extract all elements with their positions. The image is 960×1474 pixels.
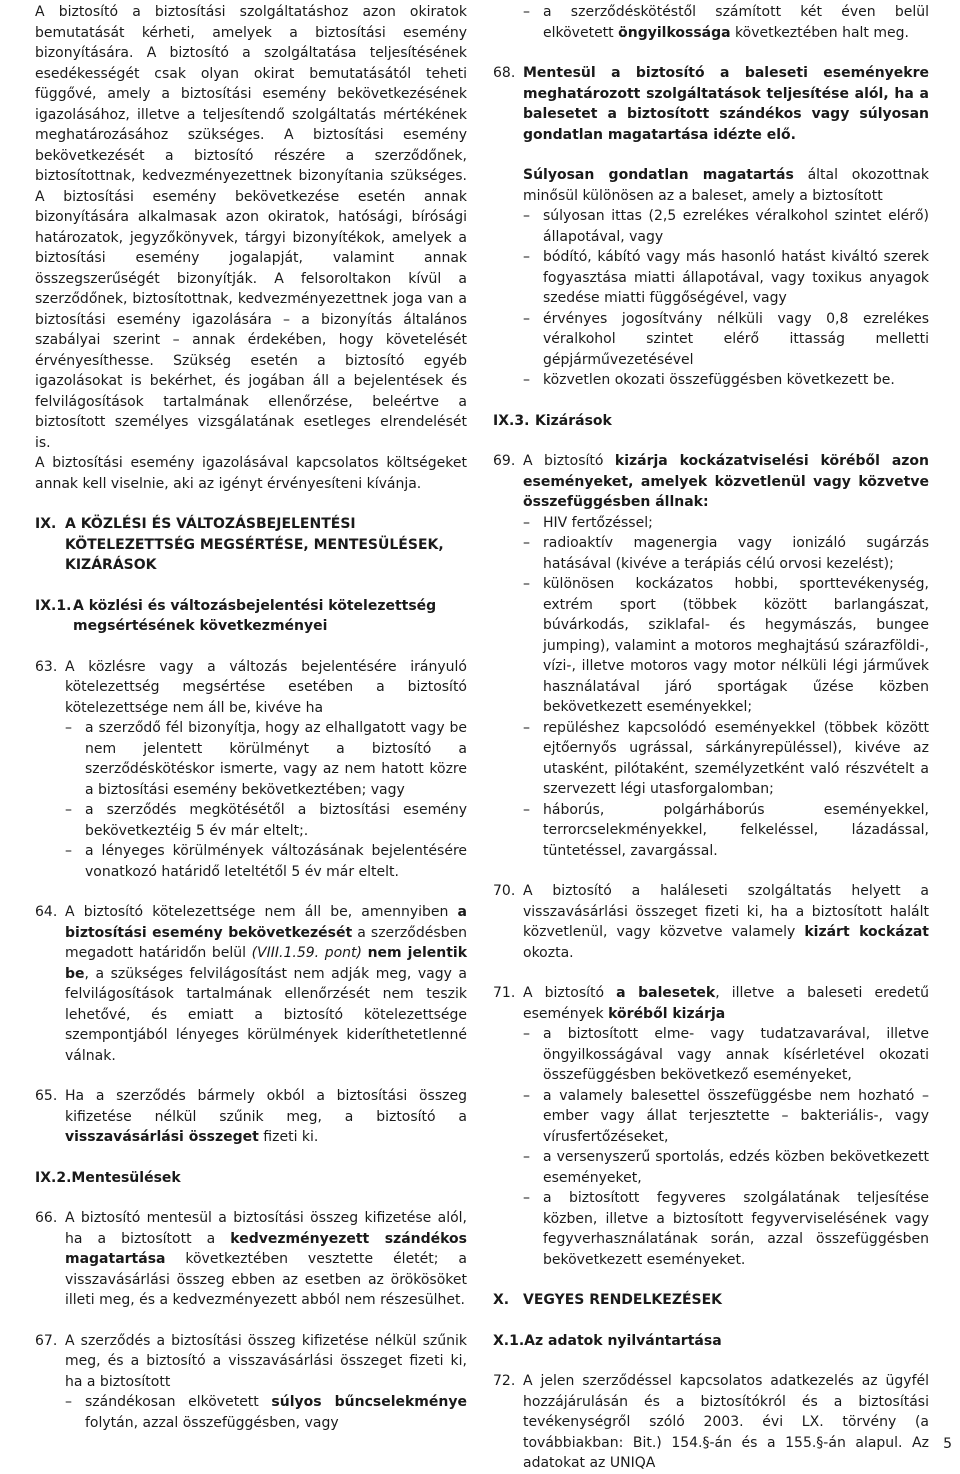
dash-item: – HIV fertőzéssel;: [523, 513, 929, 534]
section-9-2-heading: IX.2. Mentesülések: [35, 1169, 181, 1186]
item-63: 63. A közlésre vagy a változás bejelentésére irányuló kötelezettség megsértése esetében a biztosító kötelezettsége nem áll be, kivéve ha – a szerződő fél bizonyítja, hogy az elhallgatott vagy be nem jelentett körülményt a biztosító a szerződéskötéskor ismerte, vagy az nem hatott közre a biztosítási esemény bekövetkeztében; vagy – a szerződés megkötésétől a biztosítási esemény bekövetkeztéig 5 év már eltelt;. – a lényeges körülmények változásának bejelentésére vonatkozó határidő leteltétől 5 év már eltelt.: [35, 657, 467, 883]
dash-item: – szándékosan elkövetett súlyos bűncselekménye folytán, azzal összefüggésben, vagy: [65, 1392, 467, 1433]
section-10-1-heading: X.1. Az adatok nyilvántartása: [493, 1332, 722, 1349]
section-9-1-heading: IX.1. A közlési és változásbejelentési kötelezettség megsértésének következményei: [35, 597, 437, 634]
item-69: 69. A biztosító kizárja kockázatviselési köréből azon eseményeket, amelyek közvetlenül vagy közvetve összefüggésben állnak: – HIV fertőzéssel; – radioaktív magenergia vagy ionizáló sugárzás hatásával (kivéve a terápiás célú orvosi kezelést); – különösen kockázatos hobbi, sporttevékenység, extrém sport (többek között barlangászat, búvárkodás, sziklafal- és hegymászás, bungee jumping), valamint a motoros meghajtású szárazföldi-, vízi-, illetve motoros vagy motor nélküli légi járművek használatával járó sportágak űzése közben bekövetkezett eseményekkel; – repüléshez kapcsolódó eseményekkel (többek között ejtőernyős ugrással, sárkányrepüléssel), kivéve az utasként, pilótaként, személyzetként való részvételt a szervezett légi utasforgalomban; – háborús, polgárháborús eseményekkel, terrorcselekményekkel, felkeléssel, lázadással, tüntetéssel, zavargással.: [493, 451, 929, 861]
dash-item: – a szerződés megkötésétől a biztosítási esemény bekövetkeztéig 5 év már eltelt;.: [65, 800, 467, 841]
dash-item: – a biztosított elme- vagy tudatzavarával, illetve öngyilkosságával vagy annak kísérletével okozati összefüggésben bekövetkező eseményeket,: [523, 1024, 929, 1086]
left-column: [35, 2, 467, 1433]
section-9-heading: IX. A KÖZLÉSI ÉS VÁLTOZÁSBEJELENTÉSI KÖTELEZETTSÉG MEGSÉRTÉSE, MENTESÜLÉSEK, KIZÁRÁSOK: [35, 516, 444, 573]
item-64: 64. A biztosító kötelezettsége nem áll be, amennyiben a biztosítási esemény bekövetkezését a szerződésben megadott határidőn belül (VIII.1.59. pont) nem jelentik be, a szükséges felvilágosítást nem adják meg, vagy a felvilágosítások tartalmának ellenőrzését nem teszik lehetővé, és emiatt a biztosító kötelezettsége szempontjából lényeges körülmények kideríthetetlenné válnak.: [35, 904, 468, 1064]
cost-paragraph: A biztosítási esemény igazolásával kapcsolatos költségeket annak kell viselnie, aki az igényt érvényesíteni kívánja.: [35, 455, 467, 492]
dash-item: – háborús, polgárháborús eseményekkel, terrorcselekményekkel, felkeléssel, lázadással, tüntetéssel, zavargással.: [523, 800, 929, 862]
dash-item: – repüléshez kapcsolódó eseményekkel (többek között ejtőernyős ugrással, sárkányrepüléssel), kivéve az utasként, pilótaként, személyzetként való részvételt a szervezett légi utasforgalomban;: [523, 718, 929, 800]
page-number: 5: [943, 1436, 952, 1452]
intro-paragraph: A biztosító a biztosítási szolgáltatáshoz azon okiratok bemutatását kérheti, amelyek a biztosítási esemény bizonyítására. A biztosító a szolgáltatása teljesítésének esedékességét csak olyan okirat bemutatásától teheti függővé, amely a biztosítási esemény bekövetkezésének igazolásához, illetve a teljesítendő szolgáltatás mértékének meghatározásához szükséges. A biztosítási esemény bekövetkezését a biztosító részére a szerződőnek, biztosítottnak, kedvezményezettnek bizonyítania szükséges. A biztosítási esemény bekövetkezése esetén annak bizonyítására alkalmasak azon okiratok, hatósági, bírósági határozatok, jegyzőkönyvek, tárgyi bizonyítékok, amelyek a biztosítási esemény jogalapját, valamint annak összegszerűségét bizonyítják. A felsoroltakon kívül a szerződőnek, biztosítottnak, kedvezményezettnek joga van a biztosítási esemény igazolására – a bizonyítás általános szabályai szerint – annak érdekében, hogy követelését érvényesíthesse. Szükség esetén a biztosító egyéb igazolásokat is bekérhet, és jogában áll a bejelentések és felvilágosítások tartalmának ellenőrzése, beleértve a biztosított személyes vizsgálatának esetleges elrendelését is.: [35, 4, 467, 451]
right-column: [493, 2, 929, 1474]
item-72: 72. A jelen szerződéssel kapcsolatos adatkezelés az ügyfél hozzájárulásán és a biztosítókról és a biztosítási tevékenységről szóló 2003. évi LX. törvény (a továbbiakban: Bit.) 154.§-án és a 155.§-án alapul. Az adatokat az UNIQA: [493, 1373, 929, 1471]
section-10-heading: X. VEGYES RENDELKEZÉSEK: [493, 1292, 723, 1308]
dash-item: – különösen kockázatos hobbi, sporttevékenység, extrém sport (többek között barlangászat, búvárkodás, sziklafal- és hegymászás, bungee jumping), valamint a motoros meghajtású szárazföldi-, vízi-, illetve motoros vagy motor nélküli légi járművek használatával járó sportágak űzése közben bekövetkezett eseményekkel;: [523, 574, 929, 718]
dash-item: – közvetlen okozati összefüggésben következett be.: [523, 370, 929, 391]
dash-item: – a szerződő fél bizonyítja, hogy az elhallgatott vagy be nem jelentett körülményt a biztosító a szerződéskötéskor ismerte, vagy az nem hatott közre a biztosítási esemény bekövetkeztében; vagy: [65, 718, 467, 800]
item-67: 67. A szerződés a biztosítási összeg kifizetése nélkül szűnik meg, és a biztosító a visszavásárlási összeget fizeti ki, ha a biztosított – szándékosan elkövetett súlyos bűncselekménye folytán, azzal összefüggésben, vagy: [35, 1331, 467, 1434]
item-68: 68. Mentesül a biztosító a baleseti eseményekre meghatározott szolgáltatások teljesítése alól, ha a balesetet a biztosított szándékos vagy súlyosan gondatlan magatartása idézte elő. Súlyosan gondatlan magatartás által okozottnak minősül különösen az a baleset, amely a biztosított – súlyosan ittas (2,5 ezrelékes véralkohol szintet elérő) állapotával, vagy – bódító, kábító vagy más hasonló hatást kiváltó szerek fogyasztása miatti állapotával, vagy toxikus anyagok szedése miatti függőségével, vagy – érvényes jogosítvány nélküli vagy 0,8 ezrelékes véralkohol szintet elérő ittasság melletti gépjárművezetésével – közvetlen okozati összefüggésben következett be.: [493, 63, 929, 391]
dash-item: – a szerződéskötéstől számított két éven belül elkövetett öngyilkossága következtében halt meg.: [523, 2, 929, 43]
item-67-continued: [493, 2, 929, 43]
dash-item: – bódító, kábító vagy más hasonló hatást kiváltó szerek fogyasztása miatti állapotával, vagy toxikus anyagok szedése miatti függőségével, vagy: [523, 247, 929, 309]
item-70: 70. A biztosító a haláleseti szolgáltatás helyett a visszavásárlási összeget fizeti ki, ha a biztosított halált közvetlenül, vagy közvetve valamely kizárt kockázat okozta.: [493, 883, 930, 961]
dash-item: – a valamely balesettel összefüggésbe nem hozható – ember vagy állat terjesztette – bakteriális-, vagy vírusfertőzéseket,: [523, 1086, 929, 1148]
item-66: 66. A biztosító mentesül a biztosítási összeg kifizetése alól, ha a biztosított a kedvezményezett szándékos magatartása következtében vesztette életét; a visszavásárlási összeg ebben az esetben az örökösöket illeti meg, és a kedvezményezett abból nem részesülhet.: [35, 1210, 468, 1308]
item-65: 65. Ha a szerződés bármely okból a biztosítási összeg kifizetése nélkül szűnik meg, a biztosító a visszavásárlási összeget fizeti ki.: [35, 1088, 467, 1145]
dash-item: – a lényeges körülmények változásának bejelentésére vonatkozó határidő leteltétől 5 év már eltelt.: [65, 841, 467, 882]
dash-item: – súlyosan ittas (2,5 ezrelékes véralkohol szintet elérő) állapotával, vagy: [523, 206, 929, 247]
dash-item: – a biztosított fegyveres szolgálatának teljesítése közben, illetve a biztosított fegyverviselésének vagy fegyverhasználatának során, azzal összefüggésben bekövetkezett eseményeket.: [523, 1188, 929, 1270]
item-71: 71. A biztosító a balesetek, illetve a baleseti eredetű események köréből kizárja – a biztosított elme- vagy tudatzavarával, illetve öngyilkosságával vagy annak kísérletével okozati összefüggésben bekövetkező eseményeket, – a valamely balesettel összefüggésbe nem hozható – ember vagy állat terjesztette – bakteriális-, vagy vírusfertőzéseket, – a versenyszerű sportolás, edzés közben bekövetkezett eseményeket, – a biztosított fegyveres szolgálatának teljesítése közben, illetve a biztosított fegyverviselésének vagy fegyverhasználatának során, azzal összefüggésben bekövetkezett eseményeket.: [493, 983, 929, 1270]
dash-item: – érvényes jogosítvány nélküli vagy 0,8 ezrelékes véralkohol szintet elérő ittasság melletti gépjárművezetésével: [523, 309, 929, 371]
dash-item: – a versenyszerű sportolás, edzés közben bekövetkezett eseményeket,: [523, 1147, 929, 1188]
dash-item: – radioaktív magenergia vagy ionizáló sugárzás hatásával (kivéve a terápiás célú orvosi kezelést);: [523, 533, 929, 574]
section-9-3-heading: IX.3. Kizárások: [493, 412, 612, 429]
